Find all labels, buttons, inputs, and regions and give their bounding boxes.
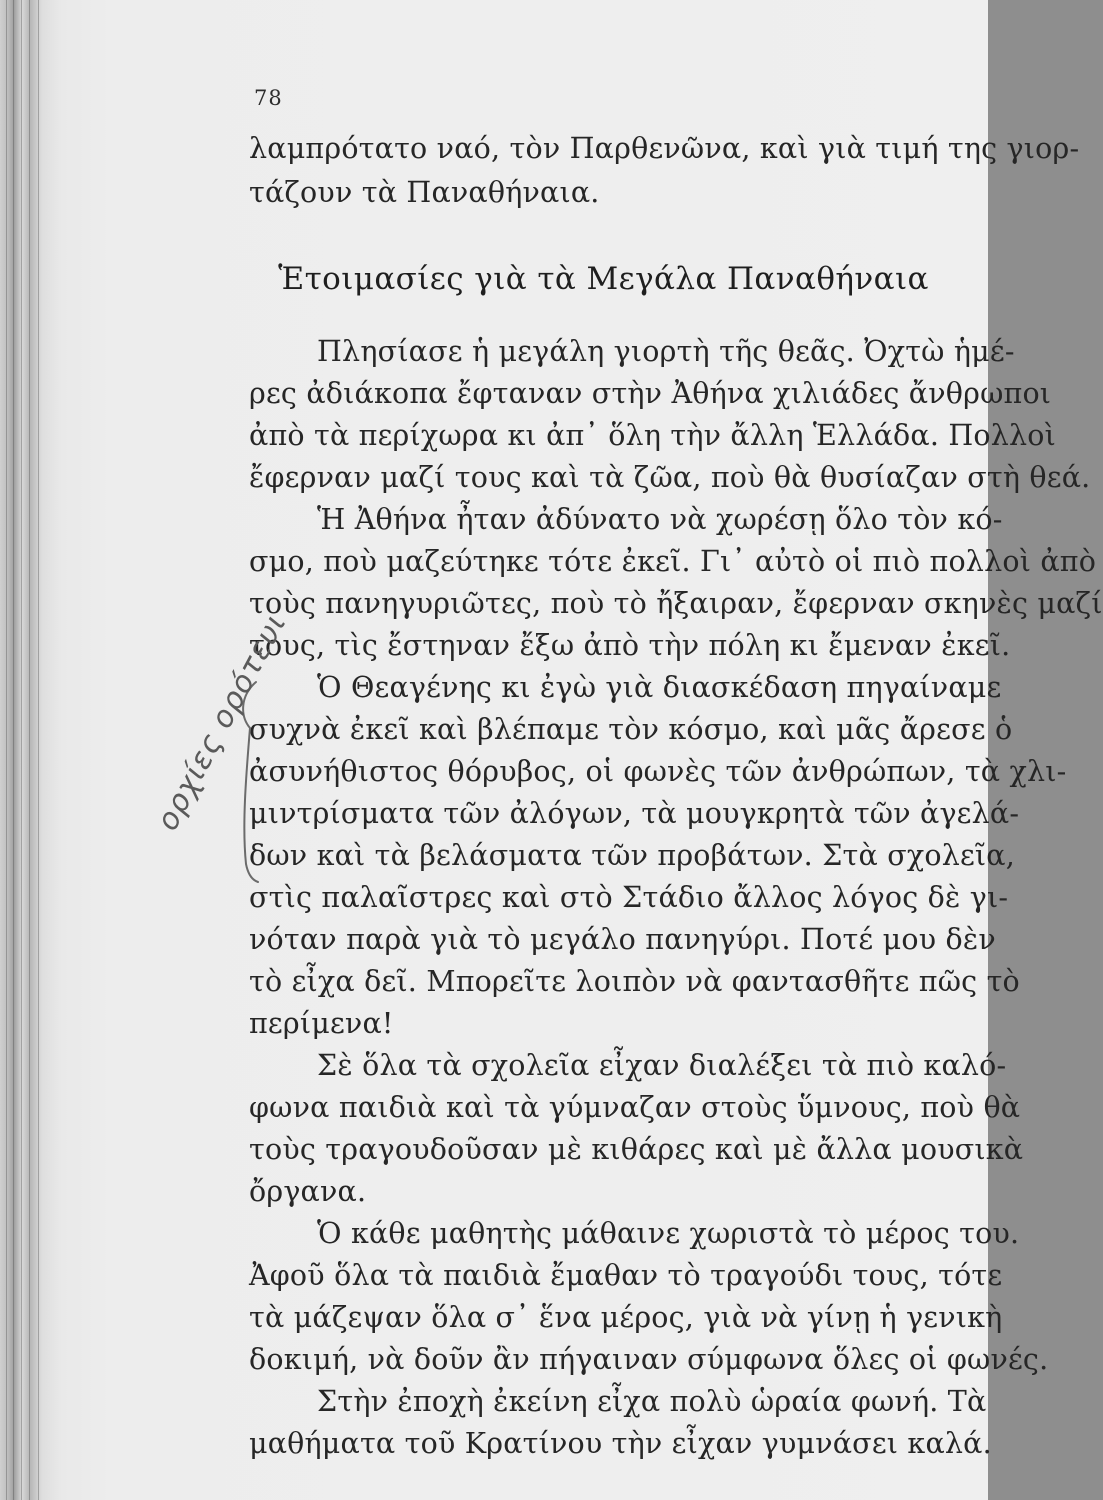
page-edge-line: [13, 0, 14, 1500]
text-line: ἀπὸ τὰ περίχωρα κι ἀπ᾽ ὅλη τὴν ἄλλη Ἑλλάδα. Πολλοὶ: [249, 419, 1057, 452]
text-line: τὰ μάζεψαν ὅλα σ᾽ ἕνα μέρος, γιὰ νὰ γίνῃ ἡ γενικὴ: [249, 1301, 1003, 1334]
page-edge-line: [6, 0, 7, 1500]
text-line: δοκιμή, νὰ δοῦν ἂν πήγαιναν σύμφωνα ὅλες οἱ φωνές.: [249, 1343, 1049, 1376]
text-line: ὄργανα.: [249, 1175, 367, 1208]
text-line: Στὴν ἐποχὴ ἐκείνη εἶχα πολὺ ὡραία φωνή. Τὰ: [317, 1385, 987, 1418]
text-line: νόταν παρὰ γιὰ τὸ μεγάλο πανηγύρι. Ποτέ μου δὲν: [249, 923, 996, 956]
text-line: τὸ εἶχα δεῖ. Μπορεῖτε λοιπὸν νὰ φαντασθῆτε πῶς τὸ: [249, 965, 1020, 998]
text-line: ἀσυνήθιστος θόρυβος, οἱ φωνὲς τῶν ἀνθρώπων, τὰ χλι-: [249, 755, 1067, 788]
text-line: δων καὶ τὰ βελάσματα τῶν προβάτων. Στὰ σχολεῖα,: [249, 839, 1016, 872]
text-line: ρες ἀδιάκοπα ἔφταναν στὴν Ἀθήνα χιλιάδες ἄνθρωποι: [249, 377, 1052, 410]
section-heading: Ἑτοιμασίες γιὰ τὰ Μεγάλα Παναθήναια: [278, 261, 929, 297]
text-line: Ἀφοῦ ὅλα τὰ παιδιὰ ἔμαθαν τὸ τραγούδι τους, τότε: [249, 1259, 1003, 1292]
handwritten-margin-note: ορχίες ορότευι: [150, 607, 294, 837]
text-line: λαμπρότατο ναό, τὸν Παρθενῶνα, καὶ γιὰ τιμή της γιορ-: [249, 132, 1080, 165]
text-line: Σὲ ὅλα τὰ σχολεῖα εἶχαν διαλέξει τὰ πιὸ καλό-: [317, 1049, 1007, 1082]
page-number: 78: [254, 86, 283, 110]
text-line: τοὺς τραγουδοῦσαν μὲ κιθάρες καὶ μὲ ἄλλα μουσικὰ: [249, 1133, 1024, 1166]
text-line: φωνα παιδιὰ καὶ τὰ γύμναζαν στοὺς ὕμνους, ποὺ θὰ: [249, 1091, 1021, 1124]
text-line: Πλησίασε ἡ μεγάλη γιορτὴ τῆς θεᾶς. Ὀχτὼ ἡμέ-: [317, 335, 1015, 368]
text-line: Ἡ Ἀθήνα ἦταν ἀδύνατο νὰ χωρέσῃ ὅλο τὸν κό-: [317, 503, 1003, 536]
text-line: Ὁ Θεαγένης κι ἐγὼ γιὰ διασκέδαση πηγαίναμε: [317, 671, 1002, 704]
text-line: τάζουν τὰ Παναθήναια.: [249, 176, 600, 209]
text-line: σμο, ποὺ μαζεύτηκε τότε ἐκεῖ. Γι᾽ αὐτὸ οἱ πιὸ πολλοὶ ἀπὸ: [249, 545, 1097, 578]
text-line: τοὺς πανηγυριῶτες, ποὺ τὸ ἤξαιραν, ἔφερναν σκηνὲς μαζί: [249, 587, 1103, 620]
text-line: Ὁ κάθε μαθητὴς μάθαινε χωριστὰ τὸ μέρος του.: [317, 1217, 1020, 1250]
page-edge-line: [29, 0, 30, 1500]
text-line: στὶς παλαῖστρες καὶ στὸ Στάδιο ἄλλος λόγος δὲ γι-: [249, 881, 1009, 914]
text-line: ἔφερναν μαζί τους καὶ τὰ ζῶα, ποὺ θὰ θυσίαζαν στὴ θεά.: [249, 461, 1091, 494]
text-line: συχνὰ ἐκεῖ καὶ βλέπαμε τὸν κόσμο, καὶ μᾶς ἄρεσε ὁ: [249, 713, 1013, 746]
page-edge-line: [38, 0, 39, 1500]
text-line: μαθήματα τοῦ Κρατίνου τὴν εἶχαν γυμνάσει καλά.: [249, 1427, 992, 1460]
text-line: μιντρίσματα τῶν ἀλόγων, τὰ μουγκρητὰ τῶν ἀγελά-: [249, 797, 1020, 830]
text-line: τους, τὶς ἔστηναν ἔξω ἀπὸ τὴν πόλη κι ἔμεναν ἐκεῖ.: [249, 629, 1011, 662]
text-line: περίμενα!: [249, 1007, 394, 1040]
page-edge-line: [21, 0, 22, 1500]
